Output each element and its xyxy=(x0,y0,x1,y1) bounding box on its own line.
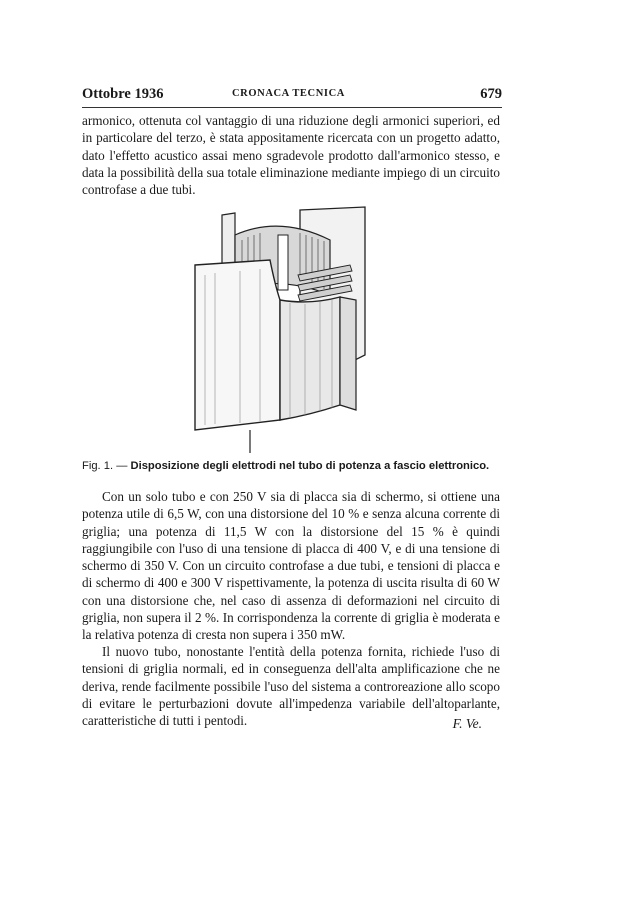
paragraph-3: Il nuovo tubo, nonostante l'entità della potenza fornita, richiede l'uso di tensioni di griglia normali, ed in conseguenza dell'alta amplificazione che ne deriva, rende facilmente possibile l'uso del sistema a controreazione allo scopo di evitare le perturbazioni dovute all'impedenza variabile dell'altoparlante, caratteristiche di tutti i pentodi. xyxy=(82,644,500,729)
tube-electrode-illustration xyxy=(180,205,400,455)
figure-caption-text: Disposizione degli elettrodi nel tubo di potenza a fascio elettronico. xyxy=(130,460,490,472)
paragraph-2: Con un solo tubo e con 250 V sia di placca sia di schermo, si ottiene una potenza utile di 6,5 W, con una distorsione del 10 % e senza alcuna corrente di griglia; una potenza di 11,5 W con la distorsione del 15 % è quindi raggiungibile con l'uso di una tensione di placca di 400 V, e di una tensione di schermo di 350 V. Con un circuito controfase a due tubi, e tensioni di placca e di schermo di 400 e 300 V rispettivamente, la potenza di uscita risulta di 60 W con una distorsione che, nel caso di assenza di deformazioni nel circuito di griglia, non supera il 2 %. In corrispondenza la corrente di griglia è moderata e la relativa potenza di cresta non supera i 350 mW. xyxy=(82,489,500,643)
author-signature: F. Ve. xyxy=(452,716,482,731)
figure-caption xyxy=(82,460,502,472)
header-rule xyxy=(82,107,502,108)
figure-label: Fig. 1. — xyxy=(82,460,128,472)
header-date: Ottobre 1936 xyxy=(82,86,164,102)
page-header xyxy=(82,86,502,106)
header-section: CRONACA TECNICA xyxy=(232,88,345,99)
page-number: 679 xyxy=(480,86,502,102)
paragraph-1: armonico, ottenuta col vantaggio di una riduzione degli armonici superiori, ed in particolare del terzo, è stata appositamente ricercata con un progetto adatto, dato l'effetto acustico assai meno sgradevole prodotto dall'armonico stesso, e data la possibilità della sua totale eliminazione mediante impiego di un circuito controfase a due tubi. xyxy=(82,113,500,198)
